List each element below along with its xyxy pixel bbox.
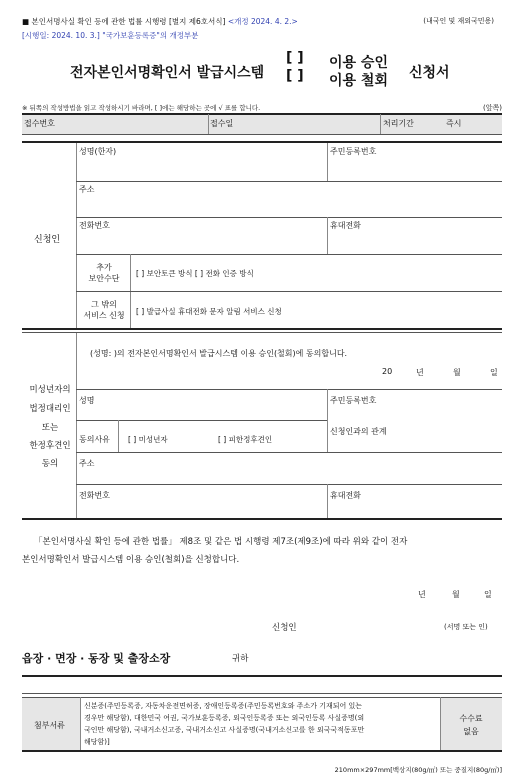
law-revision: <개정 2024. 4. 2.> [227,17,298,26]
applicability-note: (내국인 및 재외국민용) [423,17,494,25]
statement-line1: 「본인서명사실 확인 등에 관한 법률」 제8조 및 같은 법 시행령 제7조(제9조)에 따라 위와 같이 전자 [34,537,408,547]
sms-alert-option[interactable]: [ ] 발급사실 휴대전화 문자 알림 서비스 신청 [136,307,282,316]
law-reference-prefix: ■ 본인서명사실 확인 등에 관한 법률 시행령 [별지 제6호서식] [22,17,228,26]
sign-date-year: 년 [418,590,426,599]
other-service-label-line1: 그 밖의 [91,300,117,309]
relation-to-applicant-label: 신청인과의 관계 [330,427,387,436]
extra-auth-label-line1: 추가 [96,263,112,272]
guardian-mobile-label: 휴대전화 [330,491,361,500]
consent-date-m: 월 [453,368,461,377]
attachments-text-4: 해당함)] [84,738,110,746]
fee-cell [440,698,502,750]
guardian-label-line1: 미성년자의 [29,385,71,395]
applicant-address-label: 주소 [79,185,95,194]
consent-date-d: 일 [490,368,498,377]
title-main: 전자본인서명확인서 발급시스템 [70,65,265,81]
receipt-number-label: 접수번호 [24,119,55,128]
guardian-address-label: 주소 [79,459,95,468]
applicant-name-label: 성명(한자) [79,147,117,156]
guardian-rrn-label: 주민등록번호 [330,396,377,405]
attachments-text-3: 국인만 해당함), 국내거소신고증, 국내거소신고 사실증명(국내거소신고를 한 외국국적동포만 [84,726,365,734]
extra-auth-label-line2: 보안수단 [88,274,120,283]
guardian-label-line3: 또는 [41,423,59,433]
guardian-consent-text: (성명: )의 전자본인서명확인서 발급시스템 이용 승인(철회)에 동의합니다. [90,349,348,358]
attachments-text-1: 신분증(주민등록증, 자동차운전면허증, 장애인등록증(주민등록번호와 주소가 기재되어 있는 [84,702,362,710]
front-side-label: (앞쪽) [483,104,502,112]
sign-hint: (서명 또는 인) [444,623,488,631]
title-bracket-withdraw: [ ] [286,68,304,84]
applicant-sign-label: 신청인 [272,623,297,633]
extra-auth-options[interactable]: [ ] 보안토큰 방식 [ ] 전화 인증 방식 [136,269,254,278]
guardian-phone-label: 전화번호 [79,491,110,500]
consent-date-year: 20 [382,367,393,376]
fee-label: 수수료 [459,714,483,723]
statement-line2: 본인서명확인서 발급시스템 이용 승인(철회)을 신청합니다. [22,555,240,565]
addressee-honorific: 귀하 [232,654,249,664]
title-option-withdraw: 이용 철회 [329,73,388,89]
reason-ward-option[interactable]: [ ] 피한정후견인 [218,435,273,444]
processing-period-label: 처리기간 [383,119,414,128]
guardian-label-line5: 동의 [41,459,59,469]
addressee-name: 읍장 · 면장 · 동장 및 출장소장 [22,652,171,665]
guardian-label-line4: 한정후견인 [29,441,71,451]
applicant-mobile-label: 휴대전화 [330,221,361,230]
enforcement-note: [시행일: 2024. 10. 3.] "국가보훈등록증"의 개정부분 [22,31,199,40]
guardian-name-label: 성명 [79,396,95,405]
receipt-row [22,114,502,134]
sign-date-month: 월 [452,590,460,599]
title-suffix: 신청서 [409,65,450,81]
attachments-text-2: 경우만 해당함), 대한민국 여권, 국가보훈등록증, 외국인등록증 또는 외국인등록 사실증명(외 [84,714,365,722]
consent-reason-label: 동의사유 [79,435,110,444]
applicant-rrn-label: 주민등록번호 [330,147,377,156]
processing-period-value: 즉시 [446,119,462,128]
attachments-label: 첨부서류 [34,721,65,730]
paper-spec: 210mm×297mm[백상지(80g/㎡) 또는 중질지(80g/㎡)] [334,766,502,774]
other-service-label-line2: 서비스 신청 [83,311,125,320]
title-option-approve: 이용 승인 [329,55,388,71]
sign-date-day: 일 [484,590,492,599]
instruction-notice: ※ 뒤쪽의 작성방법을 읽고 작성하시기 바라며, [ ]에는 해당하는 곳에 √ 표를 합니다. [22,104,261,112]
applicant-phone-label: 전화번호 [79,221,110,230]
fee-value: 없음 [463,727,479,736]
law-reference [22,16,298,27]
guardian-label-line2: 법정대리인 [29,404,71,414]
reason-minor-option[interactable]: [ ] 미성년자 [128,435,168,444]
receipt-date-label: 접수일 [210,119,234,128]
title-bracket-approve: [ ] [286,50,304,66]
consent-date-y: 년 [416,368,424,377]
applicant-section-label: 신청인 [34,235,61,245]
